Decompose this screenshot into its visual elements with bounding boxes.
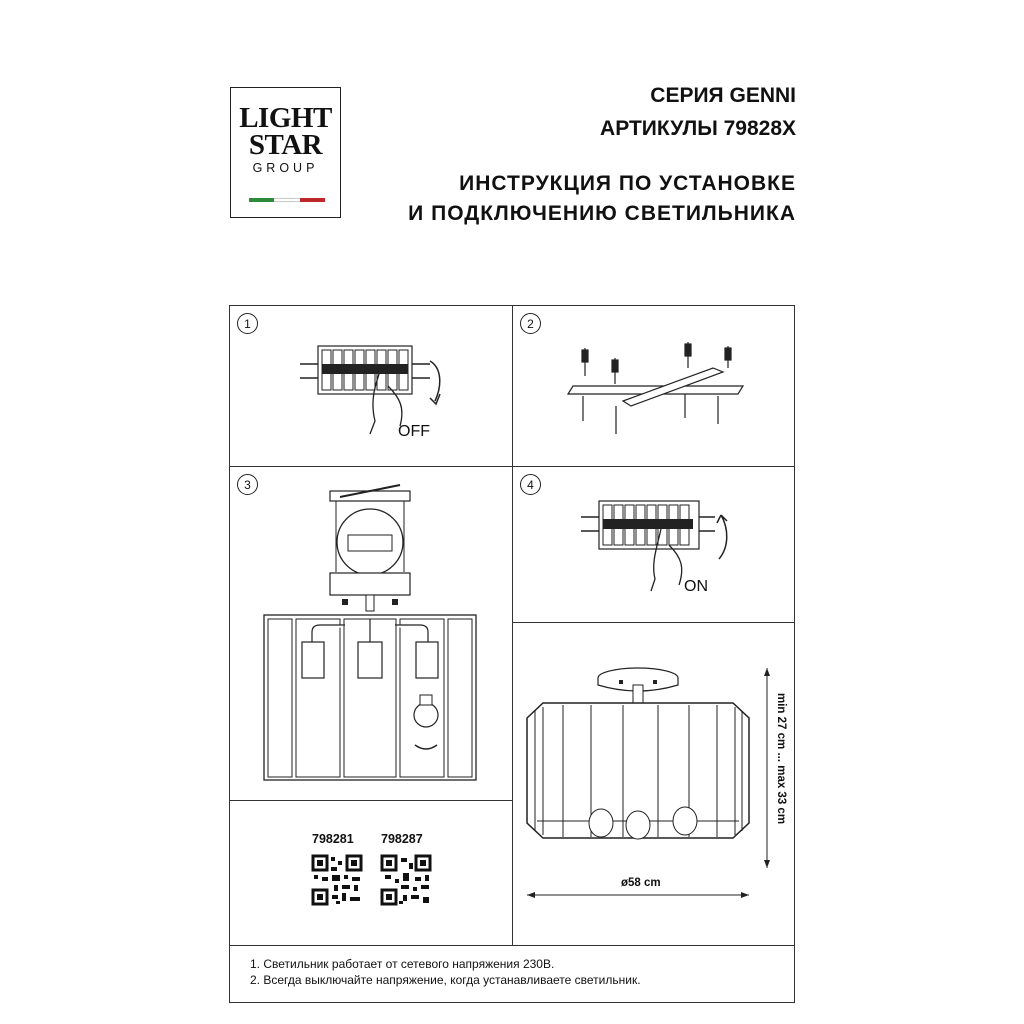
off-label: OFF bbox=[398, 423, 430, 440]
qr-codes-panel bbox=[229, 800, 513, 946]
article-code-1: 798281 bbox=[312, 832, 354, 846]
step-number: 3 bbox=[237, 474, 258, 495]
brand-logo bbox=[230, 87, 341, 218]
instruction-title-line2: И ПОДКЛЮЧЕНИЮ СВЕТИЛЬНИКА bbox=[408, 202, 796, 225]
logo-line-3: GROUP bbox=[252, 161, 319, 175]
series-title: СЕРИЯ GENNI bbox=[650, 84, 796, 107]
qr-code-2-icon bbox=[381, 855, 431, 905]
step-number: 1 bbox=[237, 313, 258, 334]
logo-line-1: LIGHT bbox=[239, 102, 332, 134]
step-2-panel bbox=[512, 305, 795, 467]
step-1-panel bbox=[229, 305, 513, 467]
on-label: ON bbox=[684, 578, 708, 595]
article-code-2: 798287 bbox=[381, 832, 423, 846]
fixture-dimensions-illustration bbox=[513, 623, 796, 947]
breaker-panel-off-illustration bbox=[230, 306, 514, 468]
italian-flag-icon bbox=[249, 198, 325, 202]
note-1: 1. Светильник работает от сетевого напряжения 230В. bbox=[250, 957, 555, 971]
height-dimension-label: min 27 cm ... max 33 cm bbox=[775, 693, 787, 825]
dimensions-panel bbox=[512, 622, 795, 946]
qr-code-1-icon bbox=[312, 855, 362, 905]
article-numbers: АРТИКУЛЫ 79828X bbox=[600, 117, 796, 140]
logo-line-2: STAR bbox=[248, 129, 323, 161]
step-number: 2 bbox=[520, 313, 541, 334]
note-2: 2. Всегда выключайте напряжение, когда устанавливаете светильник. bbox=[250, 973, 641, 987]
breaker-panel-on-illustration bbox=[513, 467, 796, 624]
diameter-dimension-label: ø58 cm bbox=[621, 877, 661, 889]
step-3-panel bbox=[229, 466, 513, 801]
instruction-title-line1: ИНСТРУКЦИЯ ПО УСТАНОВКЕ bbox=[459, 172, 796, 195]
step-4-panel bbox=[512, 466, 795, 623]
assembly-illustration bbox=[230, 467, 514, 802]
step-number: 4 bbox=[520, 474, 541, 495]
mounting-bracket-illustration bbox=[513, 306, 796, 468]
